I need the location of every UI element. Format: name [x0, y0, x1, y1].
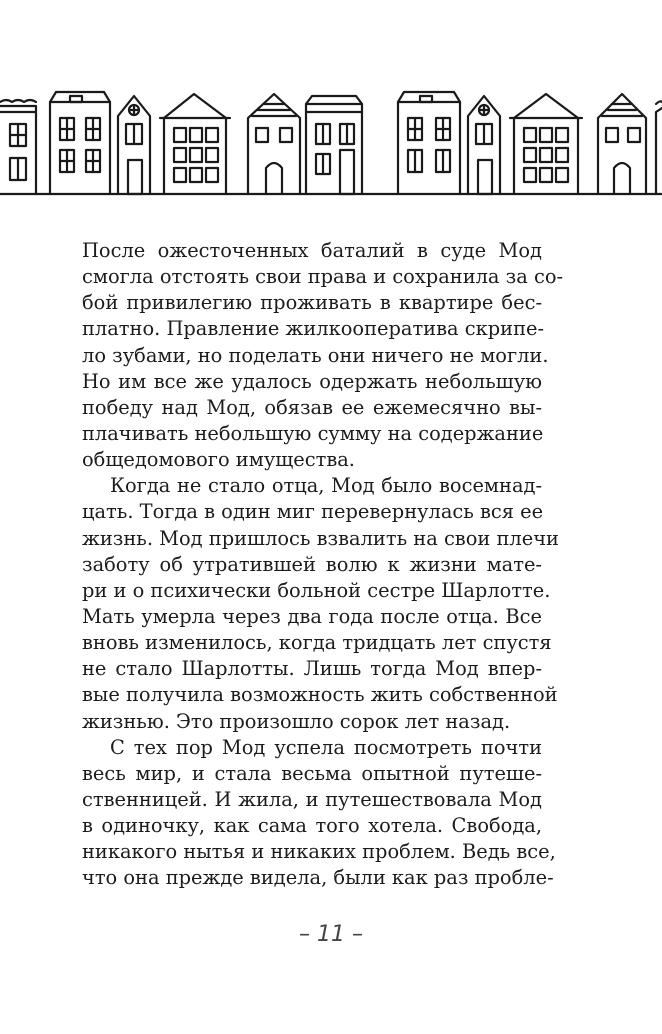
body-text — [82, 238, 564, 892]
text-line: Но им все же удалось одержать небольшую — [82, 369, 542, 393]
text-line: ственницей. И жила, и путешествовала Мод — [82, 787, 542, 811]
text-line: цать. Тогда в один миг перевернулась вся ее — [82, 500, 544, 524]
text-line: заботу об утратившей волю к жизни мате- — [82, 552, 542, 576]
text-line: бой привилегию проживать в квартире бес- — [82, 291, 542, 315]
text-line: После ожесточенных баталий в суде Мод — [82, 239, 542, 262]
text-line: весь мир, и стала весьма опытной путеше- — [82, 761, 542, 785]
text-line: Мать умерла через два года после отца. Все — [82, 604, 542, 628]
text-line: смогла отстоять свои права и сохранила за со- — [82, 265, 564, 289]
text-line: жизнью. Это произошло сорок лет назад. — [82, 709, 511, 733]
text-line: что она прежде видела, были как раз пробле- — [82, 866, 554, 890]
text-line: общедомового имущества. — [82, 448, 355, 472]
text-line: Когда не стало отца, Мод было восемнад- — [110, 474, 542, 498]
text-line: не стало Шарлотты. Лишь тогда Мод впер- — [82, 657, 542, 681]
text-line: вые получила возможность жить собственной — [82, 683, 558, 707]
paragraph-1 — [82, 238, 564, 473]
text-line: никакого нытья и никаких проблем. Ведь все, — [82, 840, 556, 864]
text-line: С тех пор Мод успела посмотреть почти — [110, 735, 542, 759]
paragraph-3 — [82, 735, 556, 892]
text-line: плачивать небольшую сумму на содержание — [82, 421, 544, 445]
text-line: вновь изменилось, когда тридцать лет спустя — [82, 631, 552, 655]
text-line: победу над Мод, обязав ее ежемесячно вы- — [82, 395, 542, 419]
text-line: жизнь. Мод пришлось взвалить на свои плечи — [82, 526, 559, 550]
text-line: платно. Правление жилкооператива скрипе- — [82, 317, 545, 341]
houses-row-icon — [0, 88, 662, 198]
paragraph-2 — [82, 473, 559, 734]
text-line: ло зубами, но поделать они ничего не могли. — [82, 343, 549, 367]
page-number: – 11 – — [299, 922, 363, 947]
text-line: в одиночку, как сама того хотела. Свобода, — [82, 814, 542, 838]
text-line: ри и о психически больной сестре Шарлотте. — [82, 578, 551, 602]
